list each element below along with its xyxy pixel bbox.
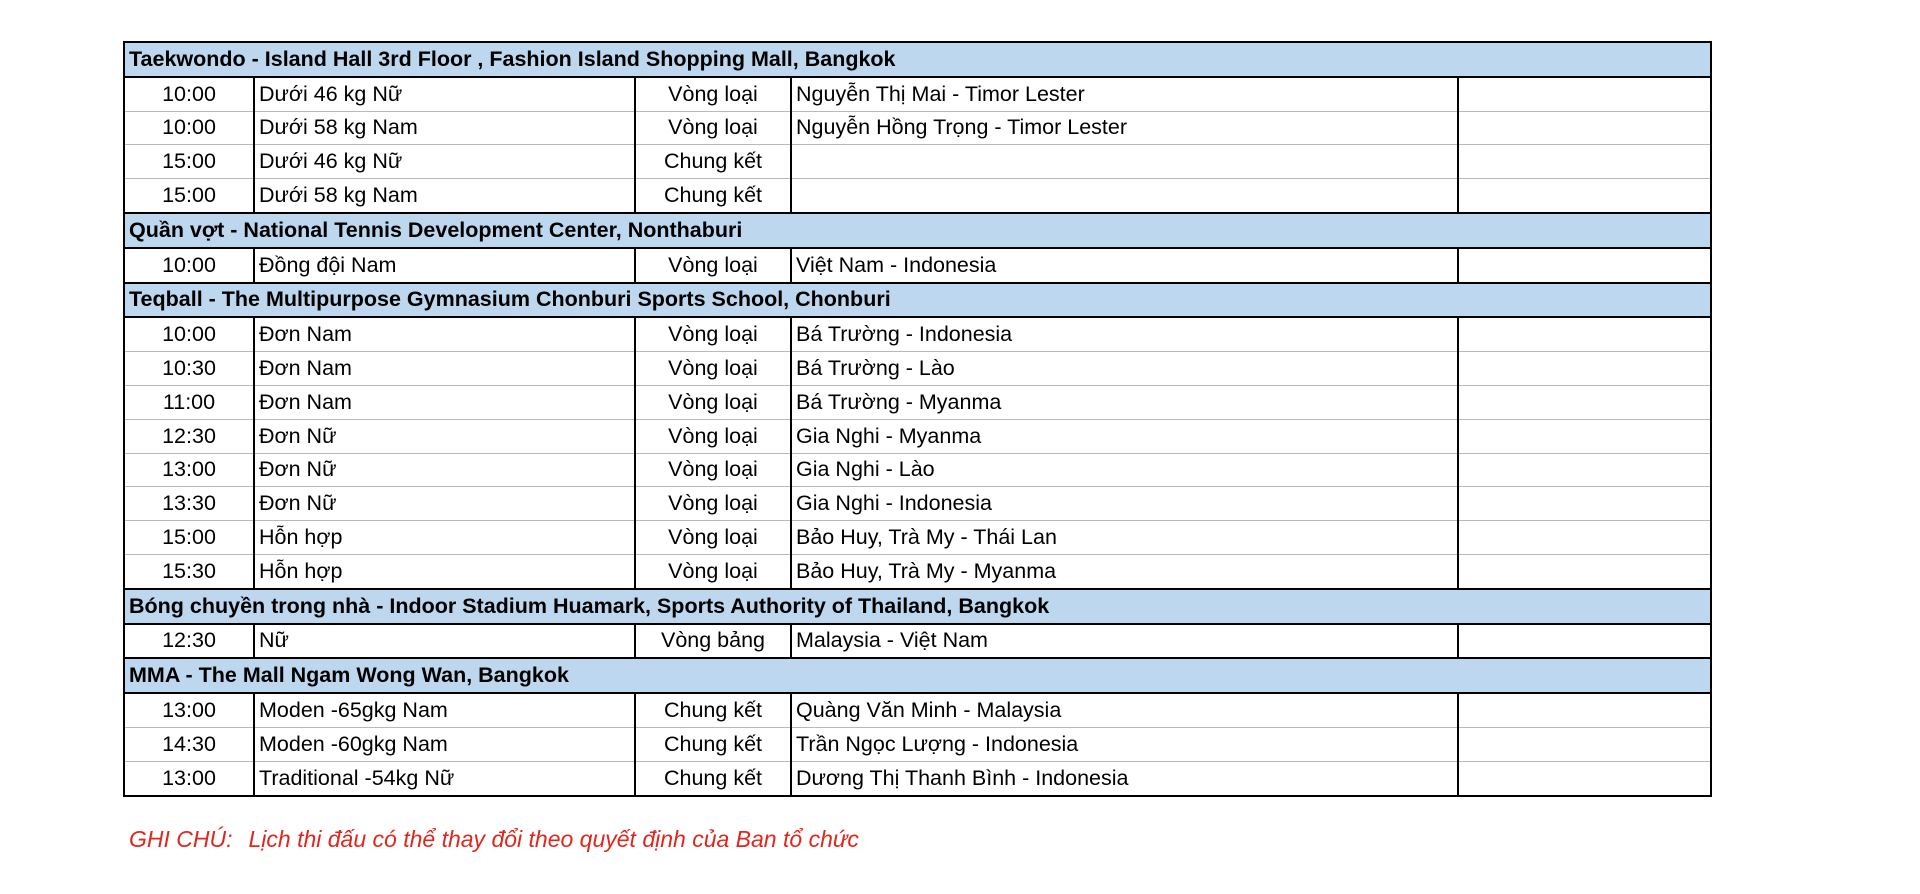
event-cell: Dưới 46 kg Nữ	[254, 145, 635, 179]
time-cell: 14:30	[124, 727, 254, 761]
match-cell: Dương Thị Thanh Bình - Indonesia	[791, 761, 1458, 795]
table-row	[124, 385, 1711, 419]
empty-cell	[1458, 727, 1711, 761]
event-cell: Đơn Nam	[254, 317, 635, 351]
time-cell: 11:00	[124, 385, 254, 419]
round-cell: Chung kết	[635, 145, 791, 179]
schedule-note	[129, 826, 859, 853]
table-row	[124, 145, 1711, 179]
section-header-row	[124, 658, 1711, 693]
section-title: Bóng chuyền trong nhà - Indoor Stadium Huamark, Sports Authority of Thailand, Bangkok	[124, 589, 1711, 624]
section-title: MMA - The Mall Ngam Wong Wan, Bangkok	[124, 658, 1711, 693]
section-title: Quần vợt - National Tennis Development Center, Nonthaburi	[124, 213, 1711, 248]
round-cell: Vòng loại	[635, 521, 791, 555]
time-cell: 10:00	[124, 317, 254, 351]
time-cell: 15:00	[124, 145, 254, 179]
section-header-row	[124, 283, 1711, 318]
table-row	[124, 624, 1711, 659]
event-cell: Hỗn hợp	[254, 521, 635, 555]
time-cell: 15:00	[124, 521, 254, 555]
match-cell: Gia Nghi - Indonesia	[791, 487, 1458, 521]
time-cell: 15:00	[124, 179, 254, 213]
round-cell: Vòng loại	[635, 487, 791, 521]
event-cell: Dưới 58 kg Nam	[254, 111, 635, 145]
match-cell	[791, 179, 1458, 213]
match-cell: Quàng Văn Minh - Malaysia	[791, 693, 1458, 727]
note-label: GHI CHÚ:	[129, 826, 233, 852]
time-cell: 13:00	[124, 453, 254, 487]
match-cell	[791, 145, 1458, 179]
section-title: Taekwondo - Island Hall 3rd Floor , Fashion Island Shopping Mall, Bangkok	[124, 42, 1711, 77]
schedule-body	[124, 42, 1711, 796]
event-cell: Đồng đội Nam	[254, 248, 635, 283]
time-cell: 10:00	[124, 77, 254, 111]
event-cell: Hỗn hợp	[254, 554, 635, 588]
match-cell: Trần Ngọc Lượng - Indonesia	[791, 727, 1458, 761]
match-cell: Bá Trường - Myanma	[791, 385, 1458, 419]
empty-cell	[1458, 419, 1711, 453]
table-row	[124, 487, 1711, 521]
empty-cell	[1458, 179, 1711, 213]
empty-cell	[1458, 693, 1711, 727]
round-cell: Vòng loại	[635, 554, 791, 588]
table-row	[124, 77, 1711, 111]
event-cell: Đơn Nữ	[254, 419, 635, 453]
section-header-row	[124, 589, 1711, 624]
empty-cell	[1458, 317, 1711, 351]
match-cell: Nguyễn Thị Mai - Timor Lester	[791, 77, 1458, 111]
round-cell: Chung kết	[635, 761, 791, 795]
empty-cell	[1458, 487, 1711, 521]
round-cell: Chung kết	[635, 727, 791, 761]
section-title: Teqball - The Multipurpose Gymnasium Chonburi Sports School, Chonburi	[124, 283, 1711, 318]
time-cell: 12:30	[124, 419, 254, 453]
match-cell: Việt Nam - Indonesia	[791, 248, 1458, 283]
event-cell: Đơn Nữ	[254, 487, 635, 521]
note-text: Lịch thi đấu có thể thay đổi theo quyết định của Ban tổ chức	[248, 826, 859, 852]
match-cell: Bảo Huy, Trà My - Myanma	[791, 554, 1458, 588]
time-cell: 10:00	[124, 248, 254, 283]
event-cell: Đơn Nam	[254, 385, 635, 419]
table-row	[124, 419, 1711, 453]
round-cell: Vòng loại	[635, 77, 791, 111]
match-cell: Bá Trường - Indonesia	[791, 317, 1458, 351]
event-cell: Moden -65gkg Nam	[254, 693, 635, 727]
match-cell: Malaysia - Việt Nam	[791, 624, 1458, 659]
time-cell: 10:30	[124, 352, 254, 386]
round-cell: Vòng loại	[635, 419, 791, 453]
table-row	[124, 248, 1711, 283]
time-cell: 15:30	[124, 554, 254, 588]
section-header-row	[124, 42, 1711, 77]
empty-cell	[1458, 111, 1711, 145]
match-cell: Nguyễn Hồng Trọng - Timor Lester	[791, 111, 1458, 145]
event-cell: Đơn Nam	[254, 352, 635, 386]
event-cell: Đơn Nữ	[254, 453, 635, 487]
round-cell: Chung kết	[635, 693, 791, 727]
table-row	[124, 111, 1711, 145]
round-cell: Vòng loại	[635, 453, 791, 487]
table-row	[124, 179, 1711, 213]
empty-cell	[1458, 554, 1711, 588]
round-cell: Vòng loại	[635, 248, 791, 283]
round-cell: Chung kết	[635, 179, 791, 213]
time-cell: 13:00	[124, 693, 254, 727]
match-cell: Gia Nghi - Myanma	[791, 419, 1458, 453]
table-row	[124, 317, 1711, 351]
event-cell: Dưới 58 kg Nam	[254, 179, 635, 213]
section-header-row	[124, 213, 1711, 248]
round-cell: Vòng loại	[635, 352, 791, 386]
empty-cell	[1458, 453, 1711, 487]
empty-cell	[1458, 761, 1711, 795]
empty-cell	[1458, 77, 1711, 111]
table-row	[124, 453, 1711, 487]
event-cell: Traditional -54kg Nữ	[254, 761, 635, 795]
event-cell: Nữ	[254, 624, 635, 659]
empty-cell	[1458, 248, 1711, 283]
event-cell: Moden -60gkg Nam	[254, 727, 635, 761]
time-cell: 12:30	[124, 624, 254, 659]
table-row	[124, 554, 1711, 588]
table-row	[124, 761, 1711, 795]
time-cell: 13:00	[124, 761, 254, 795]
empty-cell	[1458, 624, 1711, 659]
match-cell: Bảo Huy, Trà My - Thái Lan	[791, 521, 1458, 555]
empty-cell	[1458, 521, 1711, 555]
round-cell: Vòng loại	[635, 111, 791, 145]
time-cell: 13:30	[124, 487, 254, 521]
table-row	[124, 727, 1711, 761]
match-cell: Bá Trường - Lào	[791, 352, 1458, 386]
table-row	[124, 521, 1711, 555]
empty-cell	[1458, 385, 1711, 419]
round-cell: Vòng loại	[635, 317, 791, 351]
table-row	[124, 693, 1711, 727]
empty-cell	[1458, 145, 1711, 179]
round-cell: Vòng loại	[635, 385, 791, 419]
schedule-table	[123, 41, 1712, 797]
event-cell: Dưới 46 kg Nữ	[254, 77, 635, 111]
round-cell: Vòng bảng	[635, 624, 791, 659]
match-cell: Gia Nghi - Lào	[791, 453, 1458, 487]
time-cell: 10:00	[124, 111, 254, 145]
table-row	[124, 352, 1711, 386]
empty-cell	[1458, 352, 1711, 386]
